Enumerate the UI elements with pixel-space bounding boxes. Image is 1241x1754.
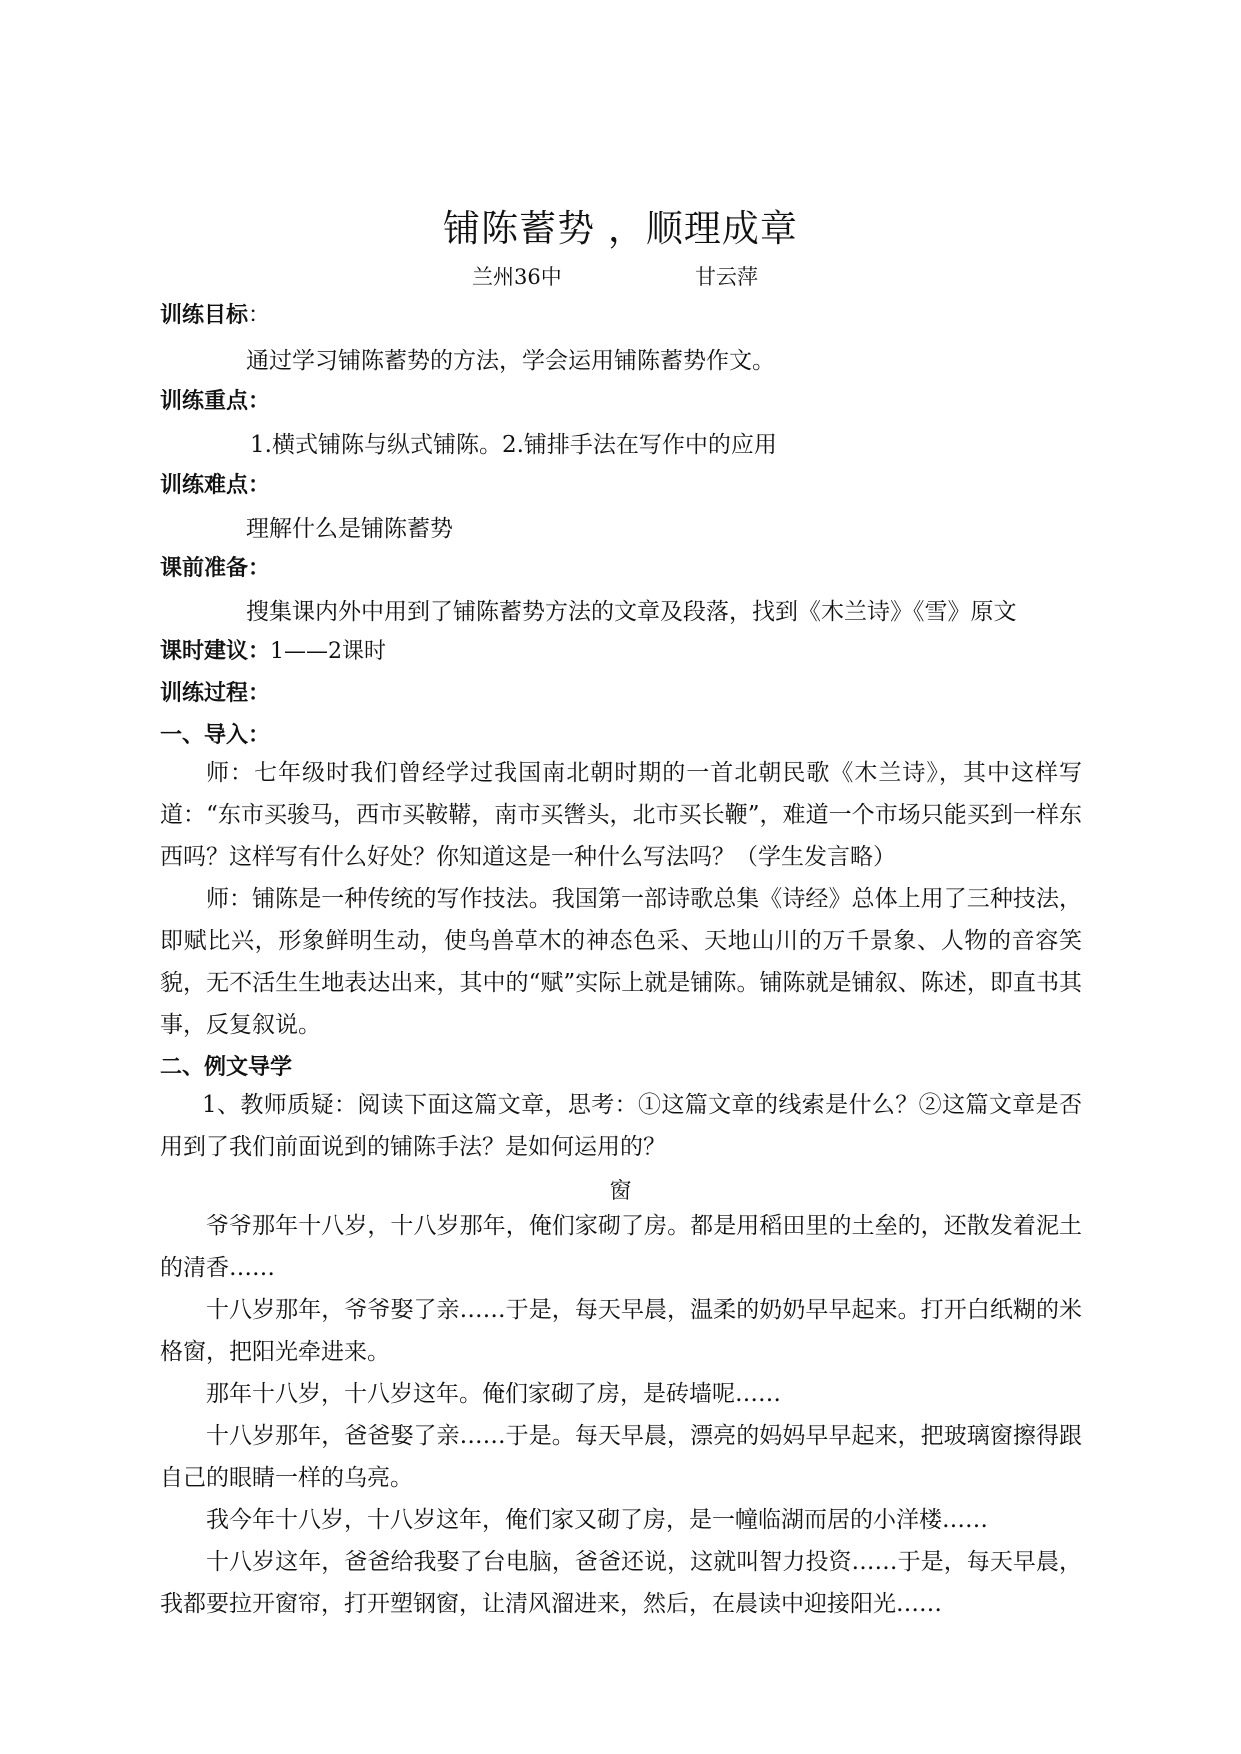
- schedule-heading: [160, 634, 386, 665]
- schedule-label: 课时建议：: [160, 639, 271, 664]
- essay-paragraph-6: 十八岁这年，爸爸给我娶了台电脑，爸爸还说，这就叫智力投资……于是，每天早晨，我都要拉开窗帘，打开塑钢窗，让清风溜进来，然后，在晨读中迎接阳光……: [160, 1549, 1082, 1617]
- essay-paragraph-4: 十八岁那年，爸爸娶了亲……于是。每天早晨，漂亮的妈妈早早起来，把玻璃窗擦得跟自己的眼睛一样的乌亮。: [160, 1423, 1082, 1491]
- schedule-text: 1——2课时: [270, 639, 387, 664]
- process-heading: 训练过程：: [160, 681, 271, 706]
- preparation-heading: 课前准备：: [160, 556, 271, 581]
- intro-paragraph-2: 师：铺陈是一种传统的写作技法。我国第一部诗歌总集《诗经》总体上用了三种技法，即赋比兴，形象鲜明生动，使鸟兽草木的神态色采、天地山川的万千景象、人物的音容笑貌，无不活生生地表达出来，其中的“赋”实际上就是铺陈。铺陈就是铺叙、陈述，即直书其事，反复叙说。: [160, 886, 1082, 1038]
- objective-colon: ：: [248, 303, 271, 328]
- intro-paragraph-1: 师：七年级时我们曾经学过我国南北朝时期的一首北朝民歌《木兰诗》，其中这样写道：“东市买骏马，西市买鞍鞯，南市买辔头，北市买长鞭”，难道一个市场只能买到一样东西吗？这样写有什么好处？你知道这是一种什么写法吗？（学生发言略）: [160, 760, 1082, 870]
- preparation-text: 搜集课内外中用到了铺陈蓄势方法的文章及段落，找到《木兰诗》《雪》原文: [246, 599, 1017, 625]
- section1-heading: 一、导入：: [160, 723, 271, 748]
- author-name: 甘云萍: [695, 265, 758, 289]
- focus-text: 1.横式铺陈与纵式铺陈。2.铺排手法在写作中的应用: [250, 432, 777, 458]
- section2-heading: 二、例文导学: [160, 1055, 293, 1080]
- essay-paragraph-5: 我今年十八岁，十八岁这年，俺们家又砌了房，是一幢临湖而居的小洋楼……: [206, 1507, 988, 1533]
- document-title: 铺陈蓄势 ，顺理成章: [443, 207, 798, 250]
- difficulty-text: 理解什么是铺陈蓄势: [246, 516, 453, 542]
- difficulty-heading: 训练难点：: [160, 473, 271, 498]
- essay-paragraph-2: 十八岁那年，爷爷娶了亲……于是，每天早晨，温柔的奶奶早早起来。打开白纸糊的米格窗，把阳光牵进来。: [160, 1297, 1082, 1365]
- objective-label: 训练目标: [160, 303, 249, 328]
- essay-paragraph-1: 爷爷那年十八岁，十八岁那年，俺们家砌了房。都是用稻田里的土垒的，还散发着泥土的清香……: [160, 1213, 1082, 1281]
- author-school: 兰州36中: [472, 265, 562, 289]
- focus-heading: 训练重点：: [160, 389, 271, 414]
- essay-paragraph-3: 那年十八岁，十八岁这年。俺们家砌了房，是砖墙呢……: [206, 1381, 781, 1407]
- essay-title: 窗: [609, 1179, 632, 1204]
- objective-text: 通过学习铺陈蓄势的方法，学会运用铺陈蓄势作文。: [246, 348, 775, 374]
- objective-heading: [160, 298, 270, 329]
- teacher-question: 1、教师质疑：阅读下面这篇文章，思考：①这篇文章的线索是什么？②这篇文章是否用到了我们前面说到的铺陈手法？是如何运用的？: [160, 1092, 1082, 1160]
